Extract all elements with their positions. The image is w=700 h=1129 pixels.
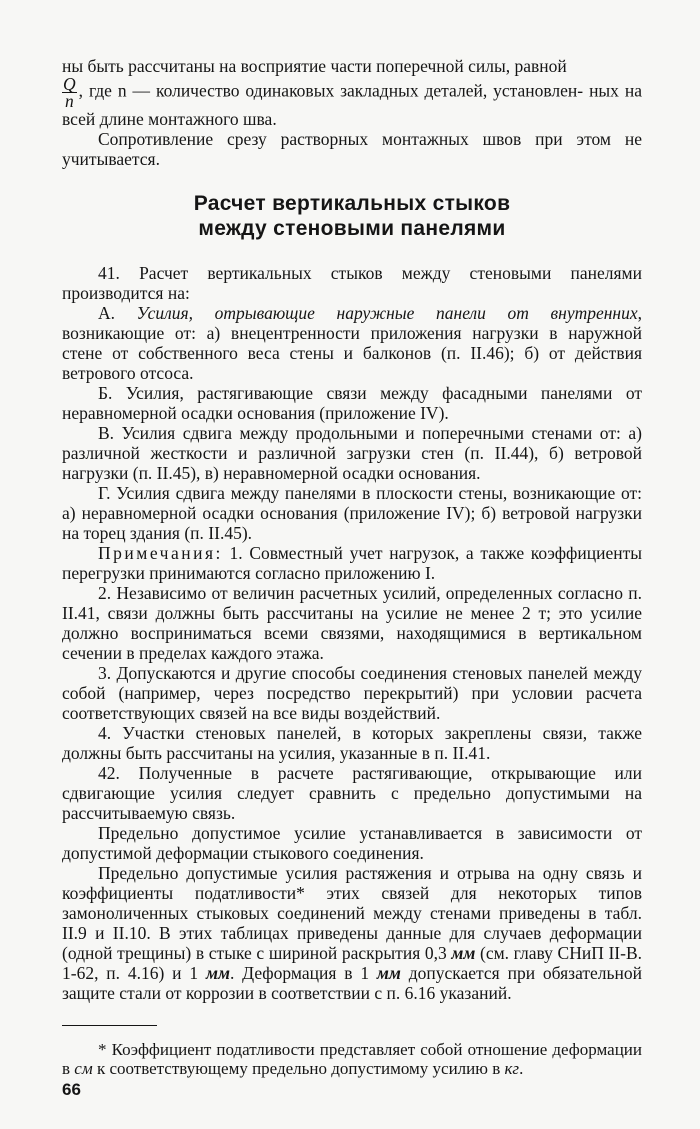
notes-label: Примечания:: [98, 543, 223, 563]
paragraph-41: 41. Расчет вертикальных стыков между стеновыми панелями производится на:: [62, 263, 642, 303]
note-1-text: 1. Совместный учет нагрузок, а также коэффициенты перегрузки принимаются согласно приложению I.: [62, 543, 642, 583]
paragraph-v: В. Усилия сдвига между продольными и поперечными стенами от: а) различной жесткости и различной загрузки стен (п. II.44), б) ветровой нагрузки (п. II.45), в) неравномерной осадки основания.: [62, 423, 642, 483]
paragraph-mortar-seams: Сопротивление срезу растворных монтажных швов при этом не учитывается.: [62, 129, 642, 169]
continuation-line-1: ны быть рассчитаны на восприятие части поперечной силы, равной: [62, 56, 567, 76]
paragraph-42: 42. Полученные в расчете растягивающие, открывающие или сдвигающие усилия следует сравнить с предельно допустимыми на рассчитываемую связь.: [62, 763, 642, 823]
paragraph-allowable-force: Предельно допустимое усилие устанавливается в зависимости от допустимой деформации стыкового соединения.: [62, 823, 642, 863]
paragraph-a-lead: А.: [98, 303, 137, 323]
footnote-unit-cm: см: [74, 1059, 93, 1078]
p44-part-1: Предельно допустимые усилия растяжения и отрыва на одну связь и коэффициенты податливости* этих связей для некоторых типов замоноличенных стыковых соединений между стенами приведены в табл. II.9 и II.10. В этих таблицах приведены данные для случаев деформации (одной трещины) в стыке с шириной раскрытия 0,3: [62, 863, 642, 963]
footnote: [62, 1040, 642, 1078]
section-heading-line-2: между стеновыми панелями: [198, 217, 506, 240]
unit-mm-3: мм: [376, 963, 401, 983]
unit-mm-1: мм: [451, 943, 476, 963]
fraction-q-over-n: [62, 76, 77, 109]
p44-part-4: допускается при обязательной защите стали от коррозии в соответствии с п. 6.16 указаний.: [62, 963, 642, 1003]
footnote-divider: [62, 1025, 157, 1026]
paragraph-g: Г. Усилия сдвига между панелями в плоскости стены, возникающие от: а) неравномерной осадки основания (приложение IV); б) ветровой нагрузки на торец здания (п. II.45).: [62, 483, 642, 543]
section-heading-line-1: Расчет вертикальных стыков: [193, 192, 511, 215]
p44-part-2: (см. главу СНиП II-В. 1-62, п. 4.16) и 1: [62, 943, 642, 983]
paragraph-a: [62, 303, 642, 383]
footnote-part-1: * Коэффициент податливости представляет собой отношение деформации в: [62, 1040, 642, 1078]
paragraph-a-rest: , возникающие от: а) внецентренности приложения нагрузки в наружной стене от собственного веса стены и балконов (п. II.46); б) от действия ветрового отсоса.: [62, 303, 642, 383]
note-3: 3. Допускаются и другие способы соединения стеновых панелей между собой (например, через посредство перекрытий) при условии расчета соответствующих связей на все виды воздействий.: [62, 663, 642, 723]
footnote-unit-kg: кг: [504, 1059, 520, 1078]
paragraph-a-italic: Усилия, отрывающие наружные панели от внутренних: [136, 303, 638, 323]
continuation-line-2: , где n — количество одинаковых закладных деталей, установлен-: [78, 80, 584, 101]
footnote-part-2: к соответствующему предельно допустимому усилию в: [92, 1059, 505, 1078]
page-number: 66: [62, 1080, 81, 1099]
continuation-line-3: ных на всей длине монтажного шва.: [62, 80, 642, 129]
fraction-numerator: Q: [63, 74, 76, 94]
unit-mm-2: мм: [205, 963, 230, 983]
paragraph-continuation: [62, 56, 642, 129]
footnote-part-3: .: [519, 1059, 524, 1078]
note-4: 4. Участки стеновых панелей, в которых закреплены связи, также должны быть рассчитаны на усилия, указанные в п. II.41.: [62, 723, 642, 763]
footnote-text: [62, 1040, 642, 1078]
page-body: [62, 56, 642, 1078]
fraction-denominator: n: [64, 91, 74, 111]
paragraph-b: Б. Усилия, растягивающие связи между фасадными панелями от неравномерной осадки основания (приложение IV).: [62, 383, 642, 423]
p44-part-3: . Деформация в 1: [229, 963, 377, 983]
note-2: 2. Независимо от величин расчетных усилий, определенных согласно п. II.41, связи должны быть рассчитаны на усилие не менее 2 т; это усилие должно восприниматься всеми связями, находящимися в вертикальном сечении в пределах каждого этажа.: [62, 583, 642, 663]
paragraph-allowable-forces-tables: [62, 863, 642, 1003]
note-1: [62, 543, 642, 583]
section-heading: [62, 191, 642, 241]
